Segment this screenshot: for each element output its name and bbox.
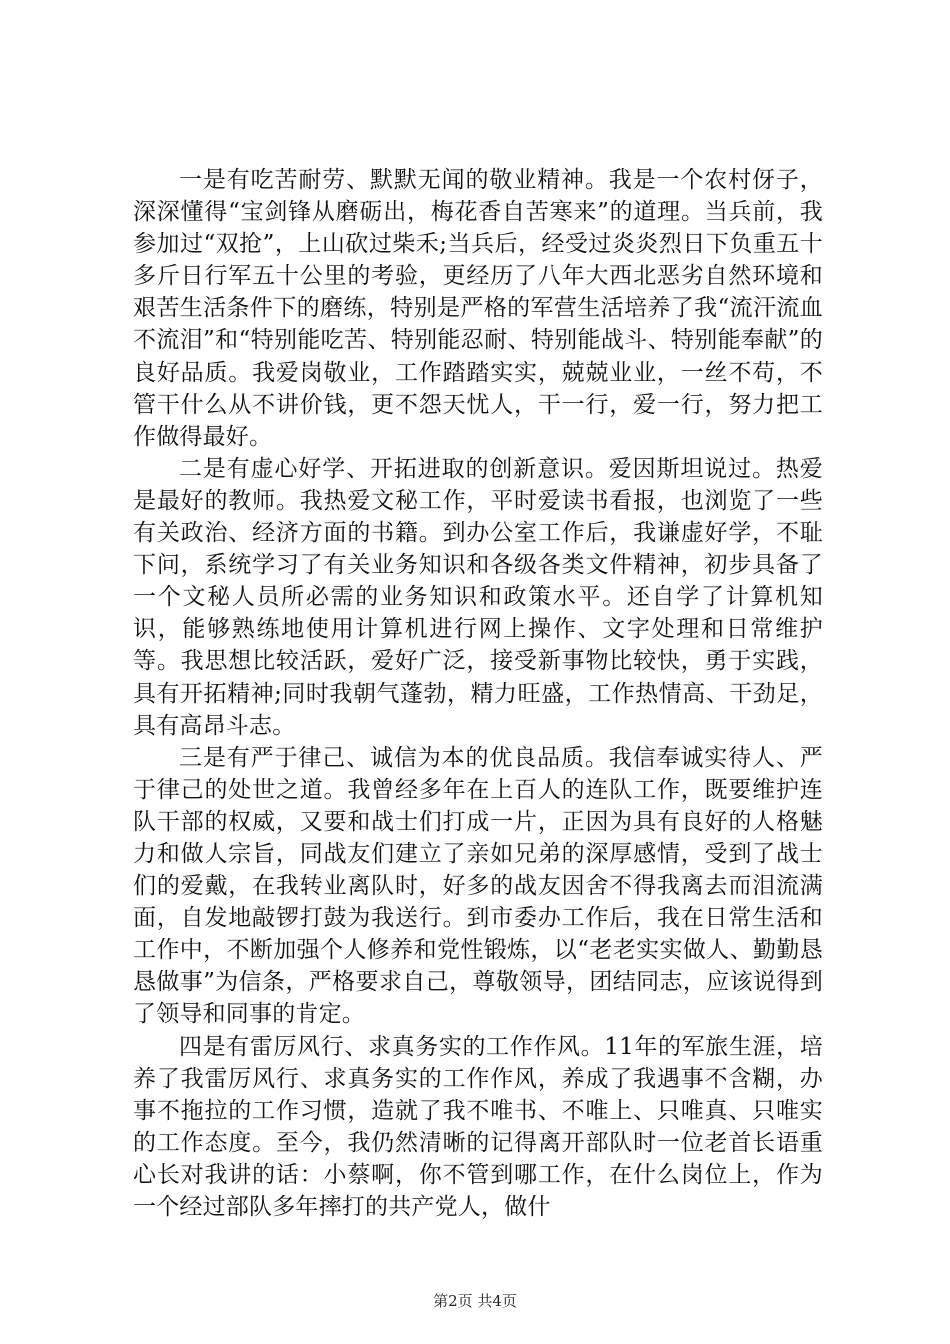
paragraph-3: 三是有严于律己、诚信为本的优良品质。我信奉诚实待人、严于律己的处世之道。我曾经多年在上百人的连队工作，既要维护连队干部的权威，又要和战士们打成一片，正因为具有良好的人格魅力和做人宗旨，同战友们建立了亲如兄弟的深厚感情，受到了战士们的爱戴，在我转业离队时，好多的战友因舍不得我离去而泪流满面，自发地敲锣打鼓为我送行。到市委办工作后，我在日常生活和工作中，不断加强个人修养和党性锻炼，以“老老实实做人、勤勤恳恳做事”为信条，严格要求自己，尊敬领导，团结同志，应该说得到了领导和同事的肯定。 xyxy=(133,744,823,1028)
page-number-footer: 第2页 共4页 xyxy=(433,1292,517,1310)
paragraph-4: 四是有雷厉风行、求真务实的工作作风。11年的军旅生涯，培养了我雷厉风行、求真务实的工作作风，养成了我遇事不含糊，办事不拖拉的工作习惯，造就了我不唯书、不唯上、只唯真、只唯实的工作态度。至今，我仍然清晰的记得离开部队时一位老首长语重心长对我讲的话：小蔡啊，你不管到哪工作，在什么岗位上，作为一个经过部队多年摔打的共产党人，做什 xyxy=(133,1033,823,1220)
document-body xyxy=(133,164,823,1223)
paragraph-2: 二是有虚心好学、开拓进取的创新意识。爱因斯坦说过。热爱是最好的教师。我热爱文秘工作，平时爱读书看报，也浏览了一些有关政治、经济方面的书籍。到办公室工作后，我谦虚好学，不耻下问，系统学习了有关业务知识和各级各类文件精神，初步具备了一个文秘人员所必需的业务知识和政策水平。还自学了计算机知识，能够熟练地使用计算机进行网上操作、文字处理和日常维护等。我思想比较活跃，爱好广泛，接受新事物比较快，勇于实践，具有开拓精神;同时我朝气蓬勃，精力旺盛，工作热情高、干劲足，具有高昂斗志。 xyxy=(133,455,823,739)
paragraph-1: 一是有吃苦耐劳、默默无闻的敬业精神。我是一个农村伢子，深深懂得“宝剑锋从磨砺出，梅花香自苦寒来”的道理。当兵前，我参加过“双抢”，上山砍过柴禾;当兵后，经受过炎炎烈日下负重五十多斤日行军五十公里的考验，更经历了八年大西北恶劣自然环境和艰苦生活条件下的磨练，特别是严格的军营生活培养了我“流汗流血不流泪”和“特别能吃苦、特别能忍耐、特别能战斗、特别能奉献”的良好品质。我爱岗敬业，工作踏踏实实，兢兢业业，一丝不苟，不管干什么从不讲价钱，更不怨天忧人，干一行，爱一行，努力把工作做得最好。 xyxy=(133,167,823,450)
